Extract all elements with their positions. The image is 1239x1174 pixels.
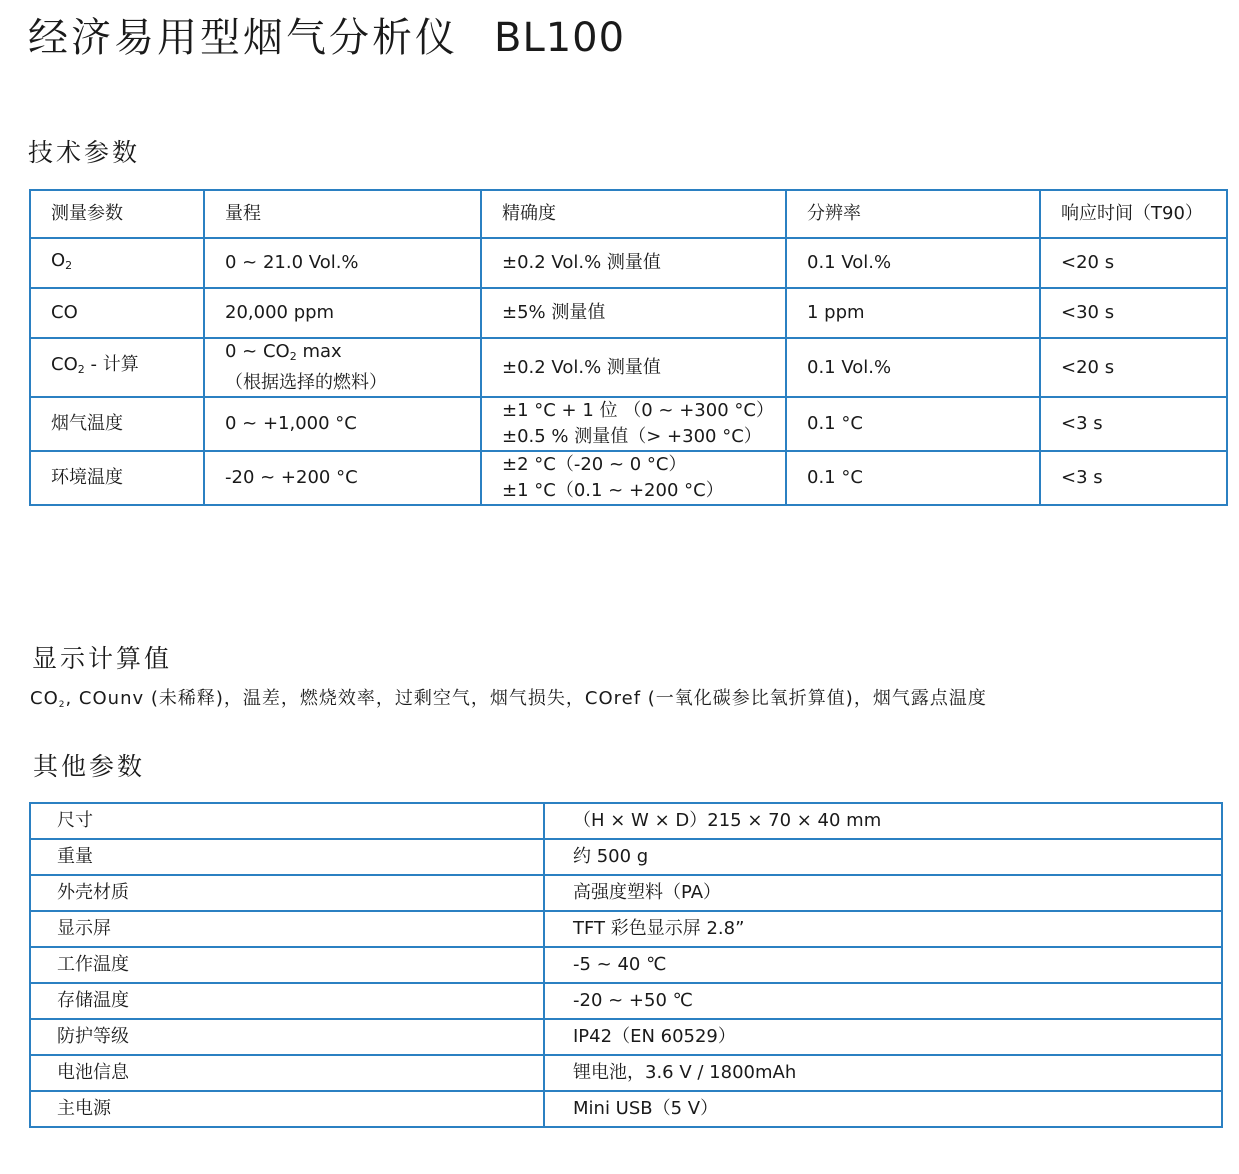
accuracy-cell: ±1 °C + 1 位 （0 ~ +300 °C） ±0.5 % 测量值（> +300 °C） — [481, 397, 786, 451]
label-cell: 防护等级 — [30, 1019, 544, 1055]
page-title — [28, 10, 625, 66]
header-cell: 测量参数 — [30, 190, 204, 238]
value-cell: （H × W × D）215 × 70 × 40 mm — [544, 803, 1222, 839]
response-cell: <3 s — [1040, 451, 1227, 505]
range-cell: -20 ~ +200 °C — [204, 451, 481, 505]
value-cell: 约 500 g — [544, 839, 1222, 875]
label-cell: 电池信息 — [30, 1055, 544, 1091]
value-cell: TFT 彩色显示屏 2.8” — [544, 911, 1222, 947]
table-row — [30, 983, 1222, 1019]
other-params-table — [29, 802, 1223, 1128]
param-cell: 环境温度 — [30, 451, 204, 505]
display-values-text: $CO_2$, COunv (未稀释)，温差，燃烧效率，过剩空气，烟气损失，COref (一氧化碳参比氧折算值)，烟气露点温度 — [30, 688, 987, 710]
table-row — [30, 1019, 1222, 1055]
value-cell: 高强度塑料（PA） — [544, 875, 1222, 911]
value-cell: -5 ~ 40 ℃ — [544, 947, 1222, 983]
resolution-cell: 0.1 °C — [786, 451, 1040, 505]
label-cell: 存储温度 — [30, 983, 544, 1019]
resolution-cell: 0.1 Vol.% — [786, 238, 1040, 288]
accuracy-cell: ±5% 测量值 — [481, 288, 786, 338]
label-cell: 外壳材质 — [30, 875, 544, 911]
table-row — [30, 1091, 1222, 1127]
value-cell: -20 ~ +50 ℃ — [544, 983, 1222, 1019]
resolution-cell: 0.1 °C — [786, 397, 1040, 451]
accuracy-cell: ±2 °C（-20 ~ 0 °C） ±1 °C（0.1 ~ +200 °C） — [481, 451, 786, 505]
label-cell: 工作温度 — [30, 947, 544, 983]
table-row — [30, 911, 1222, 947]
resolution-cell: 0.1 Vol.% — [786, 338, 1040, 397]
param-cell: $O_2$ — [30, 238, 204, 288]
display-heading: 显示计算值 — [32, 644, 173, 673]
table-row — [30, 947, 1222, 983]
tech-heading: 技术参数 — [28, 138, 141, 167]
range-cell: 0 ~ $CO_2$ max （根据选择的燃料） — [204, 338, 481, 397]
label-cell: 重量 — [30, 839, 544, 875]
table-header-row — [30, 190, 1227, 238]
range-cell: 0 ~ +1,000 °C — [204, 397, 481, 451]
response-cell: <20 s — [1040, 338, 1227, 397]
param-cell: 烟气温度 — [30, 397, 204, 451]
table-row — [30, 288, 1227, 338]
table-row — [30, 451, 1227, 505]
response-cell: <3 s — [1040, 397, 1227, 451]
tech-params-table — [29, 189, 1228, 506]
param-cell: $CO_2$ - 计算 — [30, 338, 204, 397]
accuracy-cell: ±0.2 Vol.% 测量值 — [481, 338, 786, 397]
accuracy-cell: ±0.2 Vol.% 测量值 — [481, 238, 786, 288]
table-row — [30, 397, 1227, 451]
table-row — [30, 238, 1227, 288]
header-cell: 分辨率 — [786, 190, 1040, 238]
product-name: 经济易用型烟气分析仪 — [28, 15, 458, 61]
range-cell: 0 ~ 21.0 Vol.% — [204, 238, 481, 288]
label-cell: 主电源 — [30, 1091, 544, 1127]
table-row — [30, 1055, 1222, 1091]
response-cell: <30 s — [1040, 288, 1227, 338]
table-row — [30, 338, 1227, 397]
value-cell: 锂电池，3.6 V / 1800mAh — [544, 1055, 1222, 1091]
response-cell: <20 s — [1040, 238, 1227, 288]
header-cell: 精确度 — [481, 190, 786, 238]
resolution-cell: 1 ppm — [786, 288, 1040, 338]
other-heading: 其他参数 — [33, 752, 146, 781]
table-row — [30, 875, 1222, 911]
header-cell: 响应时间（T90） — [1040, 190, 1227, 238]
header-cell: 量程 — [204, 190, 481, 238]
param-cell: CO — [30, 288, 204, 338]
value-cell: IP42（EN 60529） — [544, 1019, 1222, 1055]
table-row — [30, 803, 1222, 839]
product-model: BL100 — [494, 15, 626, 61]
table-row — [30, 839, 1222, 875]
label-cell: 尺寸 — [30, 803, 544, 839]
range-cell: 20,000 ppm — [204, 288, 481, 338]
label-cell: 显示屏 — [30, 911, 544, 947]
value-cell: Mini USB（5 V） — [544, 1091, 1222, 1127]
